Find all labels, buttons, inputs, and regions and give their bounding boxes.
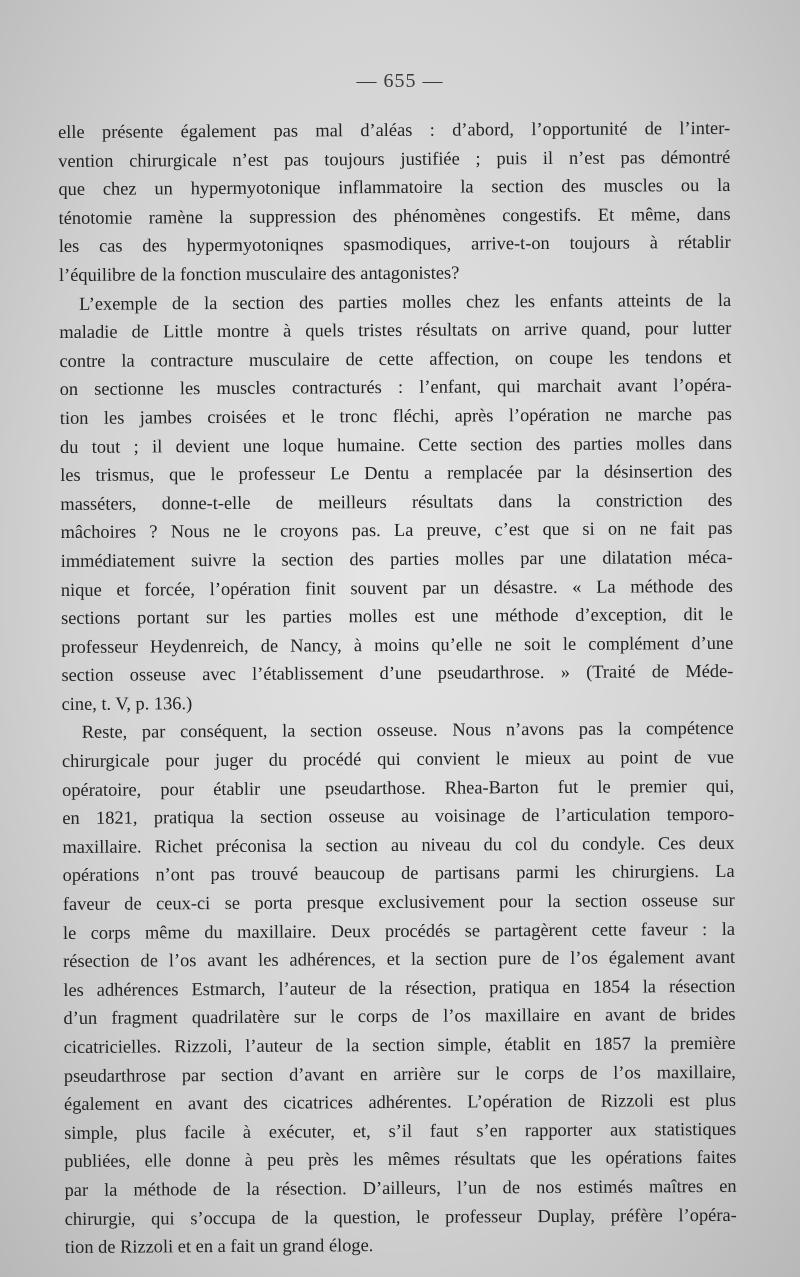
- text-line: masséters, donne-t-elle de meilleurs résultats dans la constriction des: [60, 489, 733, 514]
- text-line: sections portant sur les parties molles est une méthode d’exception, dit le: [60, 603, 734, 629]
- text-line: professeur Heydenreich, de Nancy, à moins qu’elle ne soit le complément d’une: [61, 632, 734, 657]
- text-line: le corps même du maxillaire. Deux procédés se partagèrent cette faveur : la: [62, 918, 736, 943]
- text-line: faveur de ceux-ci se porta presque exclusivement pour la section osseuse sur: [62, 889, 735, 915]
- text-line: on sectionne les muscles contracturés : l’enfant, qui marchait avant l’opéra-: [59, 375, 732, 400]
- text-line: résection de l’os avant les adhérences, et la section pure de l’os également avant: [63, 947, 736, 972]
- text-line: maxillaire. Richet préconisa la section au niveau du col du condyle. Ces deux: [62, 832, 735, 857]
- text-line: contre la contracture musculaire de cette affection, on coupe les tendons et: [59, 346, 732, 371]
- text-line: les cas des hypermyotoniqnes spasmodiques, arrive-t-on toujours à rétablir: [58, 232, 731, 257]
- body-text: [58, 114, 737, 1262]
- text-line: les adhérences Estmarch, l’auteur de la résection, pratiqua en 1854 la résection: [63, 975, 736, 1000]
- paragraph: [59, 285, 734, 718]
- text-line: également en avant des cicatrices adhérentes. L’opération de Rizzoli est plus: [63, 1090, 737, 1115]
- text-line: L’exemple de la section des parties molles chez les enfants atteints de la: [79, 289, 732, 314]
- text-line: publiées, elle donne à peu près les mêmes résultats que les opérations faites: [64, 1147, 737, 1172]
- text-line: les trismus, que le professeur Le Dentu a remplacée par la désinsertion des: [60, 461, 733, 486]
- text-line: cine, t. V, p. 136.): [61, 693, 193, 714]
- text-line: pseudarthrose par section d’avant en arrière sur le corps de l’os maxillaire,: [63, 1061, 736, 1086]
- text-line: opératoire, pour établir une pseudarthose. Rhea-Barton fut le premier qui,: [62, 775, 735, 800]
- text-line: immédiatement suivre la section des parties molles par une dilatation méca-: [60, 546, 733, 571]
- text-line: que chez un hypermyotonique inflammatoire la section des muscles ou la: [58, 175, 731, 200]
- text-line: nique et forcée, l’opération finit souvent par un désastre. « La méthode des: [60, 575, 733, 600]
- text-line: mâchoires ? Nous ne le croyons pas. La preuve, c’est que si on ne fait pas: [60, 518, 733, 543]
- page-number: — 655 —: [356, 70, 444, 92]
- text-line: vention chirurgicale n’est pas toujours justifiée ; puis il n’est pas démontré: [58, 146, 731, 171]
- text-line: ténotomie ramène la suppression des phénomènes congestifs. Et même, dans: [58, 203, 731, 228]
- text-line: section osseuse avec l’établissement d’une pseudarthrose. » (Traité de Méde-: [61, 661, 734, 686]
- text-line: en 1821, pratiqua la section osseuse au voisinage de l’articulation temporo-: [62, 804, 735, 829]
- text-line: elle présente également pas mal d’aléas : d’abord, l’opportunité de l’inter-: [58, 117, 731, 142]
- text-line: cicatricielles. Rizzoli, l’auteur de la section simple, établit en 1857 la première: [63, 1032, 736, 1057]
- paragraph: [62, 714, 737, 1261]
- text-line: d’un fragment quadrilatère sur le corps de l’os maxillaire en avant de brides: [63, 1004, 736, 1029]
- text-line: simple, plus facile à exécuter, et, s’il faut s’en rapporter aux statistiques: [64, 1118, 737, 1143]
- text-line: maladie de Little montre à quels tristes résultats on arrive quand, pour lutter: [59, 318, 732, 343]
- text-line: opérations n’ont pas trouvé beaucoup de partisans parmi les chirurgiens. La: [62, 861, 735, 886]
- text-line: l’équilibre de la fonction musculaire des antagonistes?: [58, 262, 460, 285]
- text-line: tion de Rizzoli et en a fait un grand éloge.: [64, 1235, 374, 1258]
- text-line: du tout ; il devient une loque humaine. Cette section des parties molles dans: [59, 432, 733, 457]
- text-line: Reste, par conséquent, la section osseuse. Nous n’avons pas la compétence: [81, 718, 734, 743]
- paragraph: [58, 114, 731, 290]
- text-line: chirurgicale pour juger du procédé qui convient le mieux au point de vue: [61, 746, 734, 772]
- text-line: tion les jambes croisées et le tronc fléchi, après l’opération ne marche pas: [59, 403, 732, 428]
- text-line: chirurgie, qui s’occupa de la question, le professeur Duplay, préfère l’opéra-: [64, 1204, 737, 1229]
- text-line: par la méthode de la résection. D’ailleurs, l’un de nos estimés maîtres en: [64, 1175, 737, 1200]
